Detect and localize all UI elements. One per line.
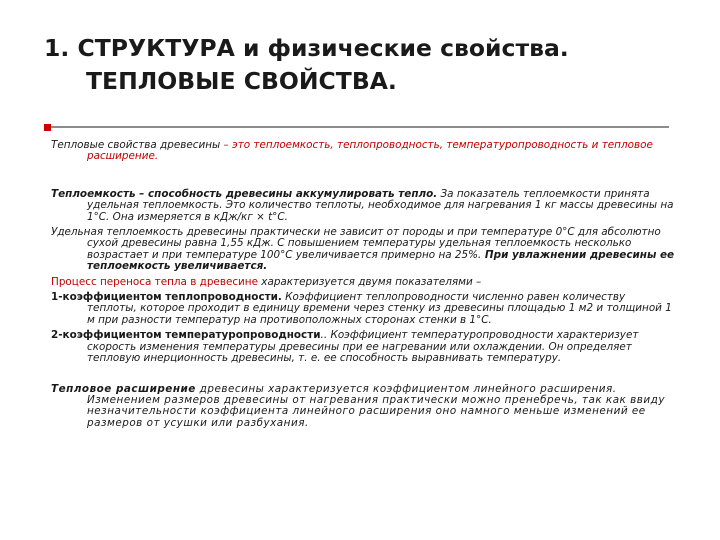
heat-capacity-text: За показатель теплоемкости принята удельная теплоемкость. Это количество теплоты, необходимое для нагревания 1 кг массы древесины на 1°С. Она измеряется в кДж/кг × t°С. <box>87 187 674 223</box>
title-line-1: 1. СТРУКТУРА и физические свойства. <box>44 34 569 62</box>
paragraph-diffusivity <box>51 330 677 364</box>
thermal-expansion-text: древесины характеризуется коэффициентом линейного расширения. Изменением размеров древесины от нагревания практически можно пренебречь, так как ввиду незначительности коэффициента линейного расширения оно намного меньше изменений ее размеров от усушки или разбухания. <box>87 382 665 429</box>
paragraph-heat-transfer <box>51 277 677 288</box>
title-rule-accent <box>44 124 51 131</box>
thermal-properties-list: – это теплоемкость, теплопроводность, температуропроводность и тепловое расширение. <box>87 139 653 163</box>
paragraph-thermal-expansion <box>51 384 677 430</box>
conductivity-heading: 1-коэффициентом теплопроводности. <box>51 291 282 304</box>
diffusivity-heading: 2-коэффициентом температуропроводности <box>51 329 321 342</box>
paragraph-specific-heat <box>51 227 677 273</box>
heat-transfer-text: характеризуется двумя показателями – <box>258 275 482 288</box>
specific-heat-conclusion: При увлажнении древесины ее теплоемкость увеличивается. <box>87 248 675 273</box>
paragraph-conductivity <box>51 292 677 326</box>
paragraph-thermal-properties <box>51 140 677 163</box>
slide-body <box>51 140 677 429</box>
diffusivity-text: .. Коэффициент температуропроводности характеризует скорость изменения температуры древесины при ее нагревании или охлаждении. Он определяет тепловую инерционность древесины, т. е. ее способность выравнивать температуру. <box>87 329 639 365</box>
paragraph-heat-capacity <box>51 189 677 223</box>
title-rule-line <box>51 126 669 128</box>
heat-transfer-lead: Процесс переноса тепла в древесине <box>51 275 258 288</box>
conductivity-text: Коэффициент теплопроводности численно равен количеству теплоты, которое проходит в единицу времени через стенку из древесины площадью 1 м2 и толщиной 1 м при разности температур на противоположных сторонах стенки в 1°С. <box>87 291 672 326</box>
thermal-properties-lead: Тепловые свойства древесины <box>51 139 221 151</box>
title-line-2: ТЕПЛОВЫЕ СВОЙСТВА. <box>86 67 397 95</box>
heat-capacity-definition: Теплоемкость – способность древесины аккумулировать тепло. <box>51 187 438 200</box>
slide-title <box>44 32 704 98</box>
specific-heat-text: Удельная теплоемкость древесины практически не зависит от породы и при температуре 0°С для абсолютно сухой древесины равна 1,55 кДж. С повышением температуры удельная теплоемкость несколько возрастает и при температуре 100°С увеличивается примерно на 25%. <box>51 226 661 261</box>
thermal-expansion-heading: Тепловое расширение <box>51 382 196 395</box>
